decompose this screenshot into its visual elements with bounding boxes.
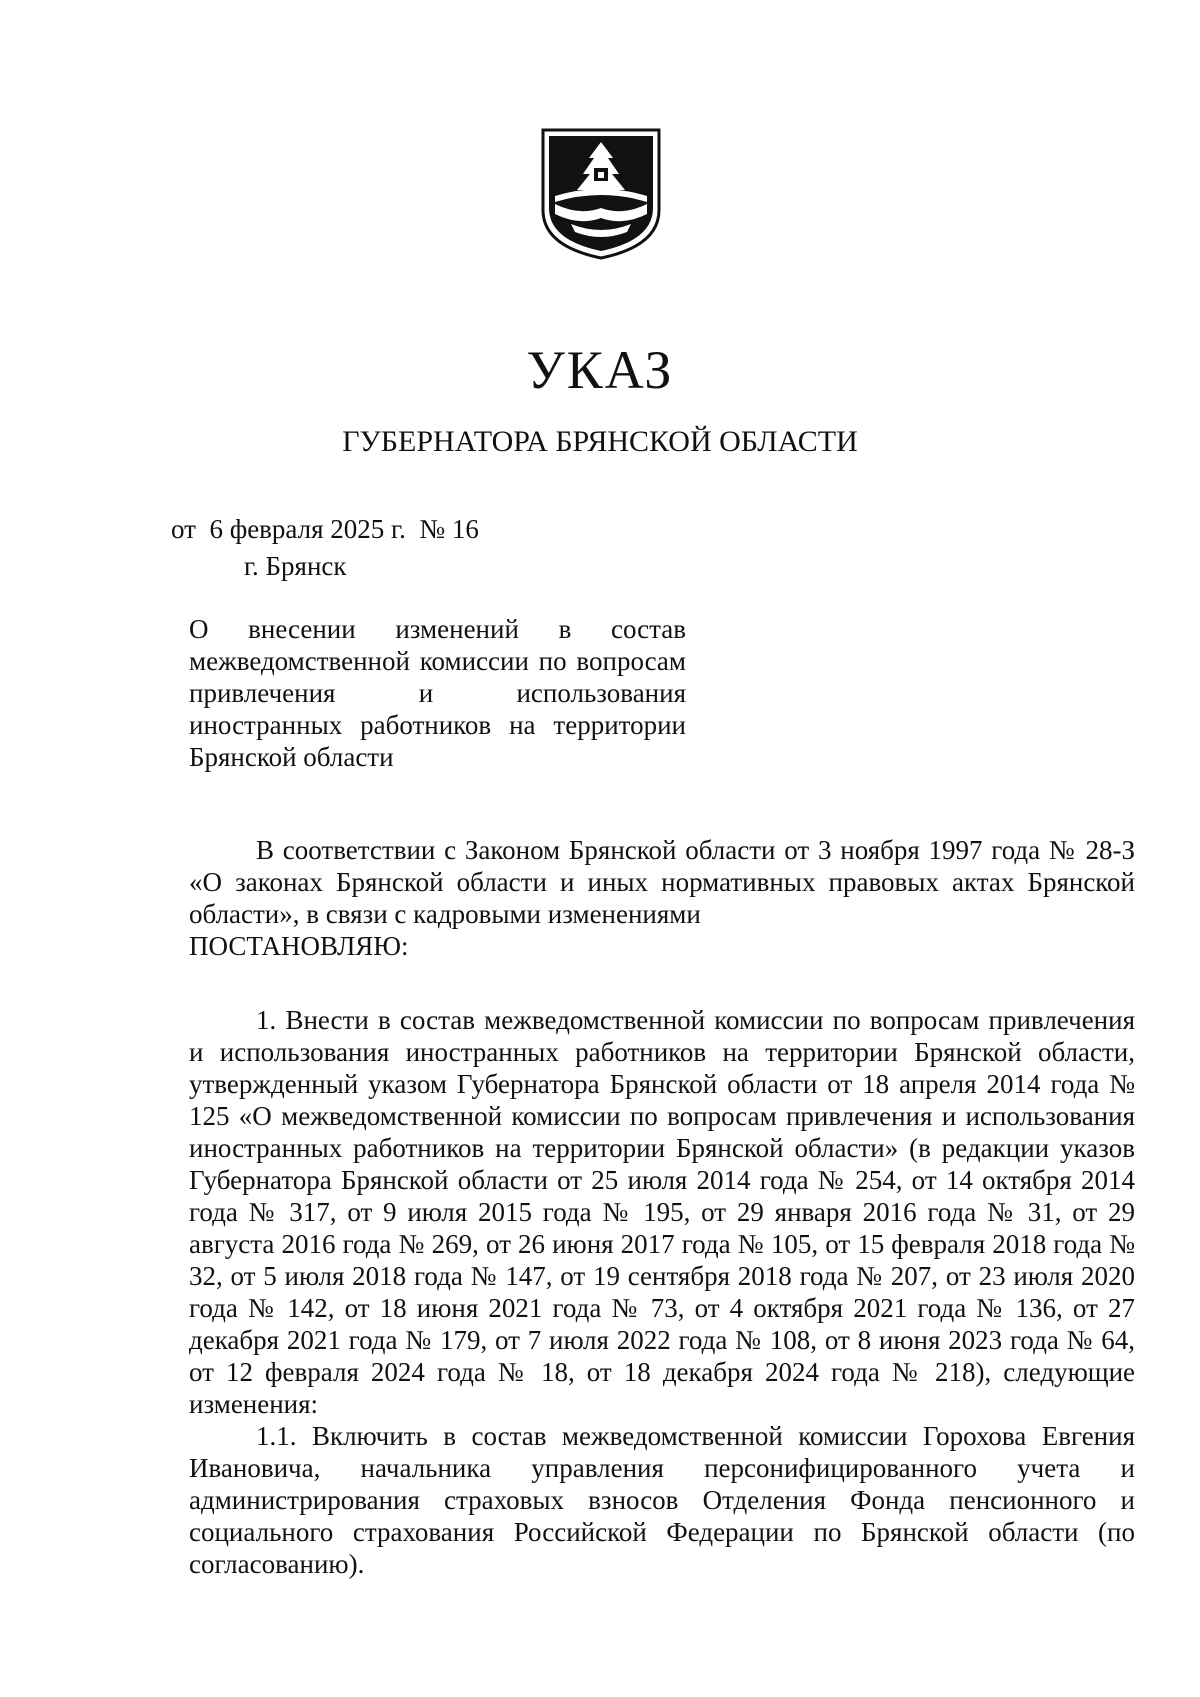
decree-word: ПОСТАНОВЛЯЮ: [189, 931, 409, 961]
coat-of-arms-icon [541, 128, 661, 260]
item-1-1-paragraph: 1.1. Включить в состав межведомственной комиссии Горохова Евгения Ивановича, начальника управления персонифицированного учета и администрирования страховых взносов Отделения Фонда пенсионного и социального страхования Российской Федерации по Брянской области (по согласованию). [189, 1421, 1135, 1579]
item-1-paragraph: 1. Внести в состав межведомственной комиссии по вопросам привлечения и использования иностранных работников на территории Брянской области, утвержденный указом Губернатора Брянской области от 18 апреля 2014 года № 125 «О межведомственной комиссии по вопросам привлечения и использования иностранных работников на территории Брянской области» (в редакции указов Губернатора Брянской области от 25 июля 2014 года № 254, от 14 октября 2014 года № 317, от 9 июля 2015 года № 195, от 29 января 2016 года № 31, от 29 августа 2016 года № 269, от 26 июня 2017 года № 105, от 15 февраля 2018 года № 32, от 5 июля 2018 года № 147, от 19 сентября 2018 года № 207, от 23 июля 2020 года № 142, от 18 июня 2021 года № 73, от 4 октября 2021 года № 136, от 27 декабря 2021 года № 179, от 7 июля 2022 года № 108, от 8 июня 2023 года № 64, от 12 февраля 2024 года № 18, от 18 декабря 2024 года № 218), следующие изменения: [189, 1005, 1135, 1419]
document-subtitle: ГУБЕРНАТОРА БРЯНСКОЙ ОБЛАСТИ [342, 425, 858, 458]
preamble-paragraph: В соответствии с Законом Брянской области от 3 ноября 1997 года № 28-З «О законах Брянской области и иных нормативных правовых актах Брянской области», в связи с кадровыми изменениями [189, 835, 1135, 929]
document-title: УКАЗ [526, 340, 674, 400]
date-and-number: от 6 февраля 2025 г. № 16 [171, 514, 479, 544]
document-subject: О внесении изменений в состав межведомственной комиссии по вопросам привлечения и использования иностранных работников на территории Брянской области [189, 614, 686, 772]
city: г. Брянск [244, 551, 347, 581]
